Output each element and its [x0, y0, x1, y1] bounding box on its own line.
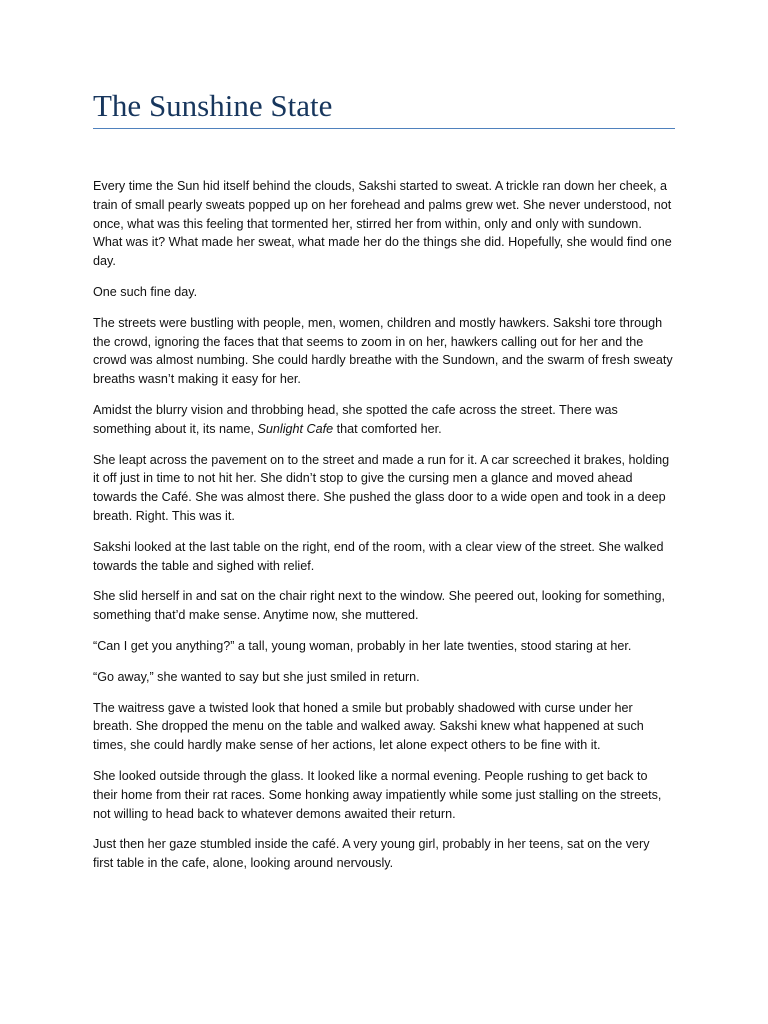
paragraph: “Go away,” she wanted to say but she just smiled in return. — [93, 669, 420, 684]
paragraph: “Can I get you anything?” a tall, young woman, probably in her late twenties, stood staring at her. — [93, 638, 632, 653]
paragraph: The waitress gave a twisted look that honed a smile but probably shadowed with curse under her breath. She dropped the menu on the table and walked away. Sakshi knew what happened at such times, she could hardly make sense of her actions, let alone expect others to be fine with it. — [93, 700, 644, 753]
paragraph: She looked outside through the glass. It looked like a normal evening. People rushing to get back to their home from their rat races. Some honking away impatiently while some just stalling on the streets, not willing to head back to whatever demons awaited their return. — [93, 768, 662, 821]
paragraph: One such fine day. — [93, 284, 198, 299]
cafe-name-emphasis: Sunlight Cafe — [257, 421, 334, 436]
paragraph — [93, 401, 673, 439]
paragraph-text: that comforted her. — [333, 421, 442, 436]
paragraph-text: Amidst the blurry vision and throbbing head, she spotted the cafe across the street. There was something about it, its name, — [93, 402, 618, 436]
paragraph: She leapt across the pavement on to the street and made a run for it. A car screeched it brakes, holding it off just in time to not hit her. She didn’t stop to give the cursing men a glance and moved ahead towards the Café. She was almost there. She pushed the glass door to a wide open and took in a deep breath. Right. This was it. — [93, 452, 670, 523]
paragraph: The streets were bustling with people, men, women, children and mostly hawkers. Sakshi tore through the crowd, ignoring the faces that that seems to zoom in on her, hawkers calling out for her and the crowd was almost numbing. She could hardly breathe with the Sundown, and the swarm of fresh sweaty breaths wasn’t making it easy for her. — [93, 315, 673, 387]
paragraph: Every time the Sun hid itself behind the clouds, Sakshi started to sweat. A trickle ran down her cheek, a train of small pearly sweats popped up on her forehead and palms grew wet. She never understood, not once, what was this feeling that tormented her, stirred her from within, only and only with sundown. What was it? What made her sweat, what made her do the things she did. Hopefully, she would find one day. — [93, 179, 672, 269]
title-underline-rule — [93, 128, 675, 129]
paragraph: She slid herself in and sat on the chair right next to the window. She peered out, looking for something, something that’d make sense. Anytime now, she muttered. — [93, 589, 665, 623]
document-body — [93, 177, 673, 885]
paragraph: Just then her gaze stumbled inside the café. A very young girl, probably in her teens, sat on the very first table in the cafe, alone, looking around nervously. — [93, 837, 650, 871]
paragraph: Sakshi looked at the last table on the right, end of the room, with a clear view of the street. She walked towards the table and sighed with relief. — [93, 539, 664, 573]
document-title: The Sunshine State — [93, 88, 333, 123]
